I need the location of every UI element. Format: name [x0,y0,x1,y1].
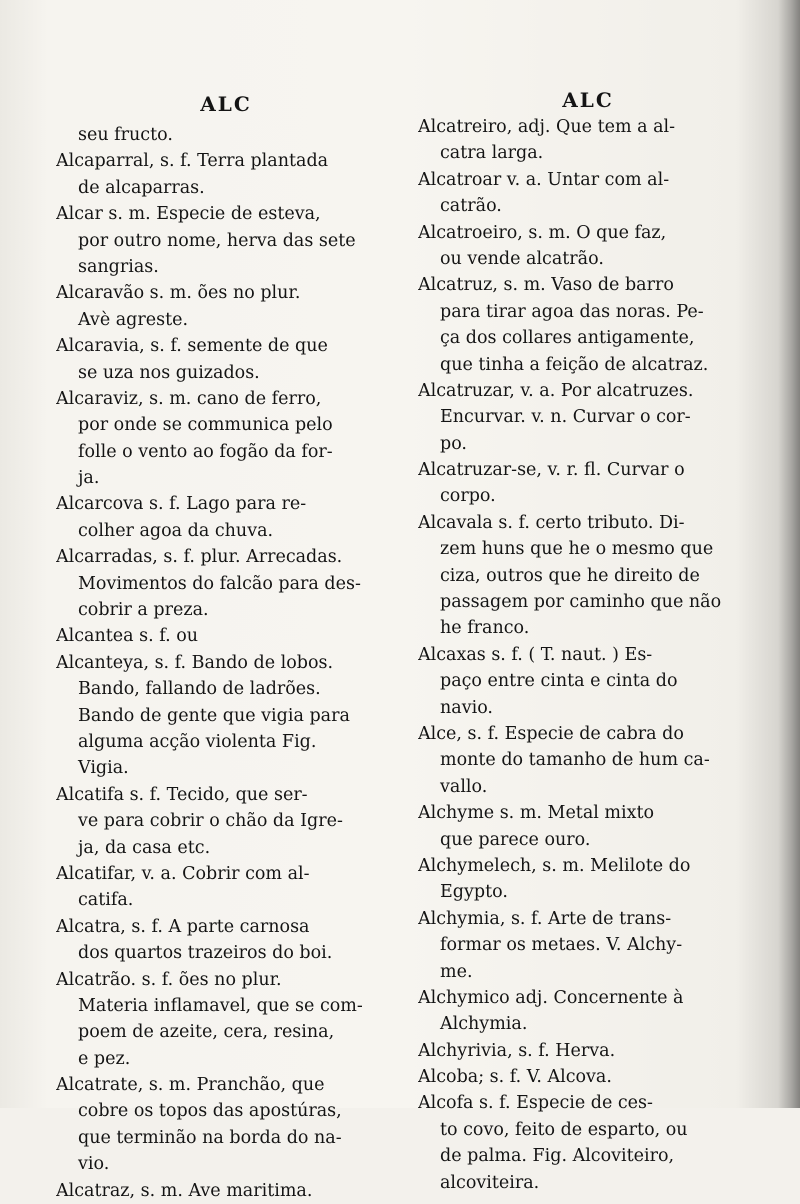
entry-line: Alchyme s. m. Metal mixto [418,803,655,824]
entry-line: Alcoba; s. f. V. Alcova. [418,1067,612,1088]
entry-line: Alcar s. m. Especie de esteva, [56,204,321,225]
entry-line: que parece ouro. [440,829,591,850]
entry-line: ve para cobrir o chão da Igre- [78,811,343,832]
running-head-right: ALC [562,88,614,112]
entry-line: Alchymelech, s. m. Melilote do [418,855,691,876]
entry-line: de palma. Fig. Alcoviteiro, [440,1146,675,1167]
entry-line: Alcatroeiro, s. m. O que faz, [418,222,667,243]
entry-line: seu fructo. [78,125,173,145]
entry-line: poem de azeite, cera, resina, [78,1022,335,1043]
entry-line: vio. [78,1154,110,1175]
entry-line: to covo, feito de esparto, ou [440,1119,688,1140]
entry-line: que terminão na borda do na- [78,1127,342,1148]
entry-line: Alcatifar, v. a. Cobrir com al- [56,863,310,884]
entry-line: por outro nome, herva das sete [78,230,356,251]
entry-line: Alce, s. f. Especie de cabra do [418,723,684,744]
entry-line: Alcarcova s. f. Lago para re- [56,494,307,515]
entry-line: Alchymico adj. Concernente à [418,987,684,1008]
entry-line: alguma acção violenta Fig. [78,731,317,752]
entry-line: paço entre cinta e cinta do [440,671,678,692]
entry-line: ciza, outros que he direito de [440,565,700,586]
entry-line: e pez. [78,1048,131,1069]
entry-line: folle o vento ao fogão da for- [78,441,333,462]
entry-line: de alcaparras. [78,177,205,198]
entry-line: Alcatreiro, adj. Que tem a al- [418,117,676,137]
entry-line: colher agoa da chuva. [78,520,274,541]
entry-line: para tirar agoa das noras. Pe- [440,301,704,322]
entry-line: zem huns que he o mesmo que [440,539,714,560]
entry-line: sangrias. [78,256,159,277]
left-entries [56,122,396,1204]
entry-line: catrão. [440,196,502,217]
entry-line: Alcatruz, s. m. Vaso de barro [418,275,674,296]
entry-line: Bando de gente que vigia para [78,705,350,726]
entry-line: Alcatraz, s. m. Ave maritima. [56,1180,313,1201]
entry-line: ça dos collares antigamente, [440,328,695,349]
entry-line: corpo. [440,486,496,507]
entry-line: Alcaparral, s. f. Terra plantada [56,151,329,172]
entry-line: Materia inflamavel, que se com- [78,995,363,1016]
entry-line: alcoviteira. [440,1172,540,1193]
entry-line: Encurvar. v. n. Curvar o cor- [440,407,691,428]
entry-line: ou vende alcatrão. [440,248,604,269]
entry-line: Bando, fallando de ladrões. [78,679,321,700]
entry-line: Alcatrate, s. m. Pranchão, que [56,1075,325,1096]
entry-line: Alcaravão s. m. ões no plur. [56,283,301,304]
entry-line: passagem por caminho que não [440,592,722,613]
entry-line: he franco. [440,618,530,639]
entry-line: catifa. [78,890,134,911]
running-head-left: ALC [200,92,252,116]
right-entries [418,114,758,1196]
entry-line: Alcavala s. f. certo tributo. Di- [418,512,685,533]
entry-line: Alcaxas s. f. ( T. naut. ) Es- [418,644,653,665]
entry-line: cobrir a preza. [78,600,209,621]
entry-line: Alchyrivia, s. f. Herva. [418,1040,616,1061]
entry-line: Movimentos do falcão para des- [78,573,361,594]
entry-line: ja. [78,468,100,489]
entry-line: Alcatroar v. a. Untar com al- [418,169,670,190]
entry-line: navio. [440,697,493,718]
entry-line: Alcaravia, s. f. semente de que [56,336,328,357]
entry-line: por onde se communica pelo [78,415,333,436]
entry-line: Vigia. [78,758,129,779]
entry-line: Alcatrão. s. f. ões no plur. [56,969,282,990]
entry-line: Alcatruzar, v. a. Por alcatruzes. [418,380,694,401]
entry-line: cobre os topos das apostúras, [78,1101,342,1122]
entry-line: Alchymia. [440,1014,528,1035]
entry-line: Alcatra, s. f. A parte carnosa [56,916,310,937]
entry-line: Alcaraviz, s. m. cano de ferro, [56,388,322,409]
entry-line: catra larga. [440,143,544,164]
entry-line: Alcanteya, s. f. Bando de lobos. [56,652,334,673]
entry-line: ja, da casa etc. [78,837,211,858]
entry-line: Alcatifa s. f. Tecido, que ser- [56,784,308,805]
entry-line: monte do tamanho de hum ca- [440,750,710,771]
entry-line: Alcarradas, s. f. plur. Arrecadas. [56,547,343,568]
entry-line: Egypto. [440,882,508,903]
entry-line: formar os metaes. V. Alchy- [440,935,683,956]
entry-line: vallo. [440,776,488,797]
entry-line: Avè agreste. [78,309,189,330]
entry-line: que tinha a feição de alcatraz. [440,354,709,375]
entry-line: po. [440,433,467,454]
entry-line: Alcantea s. f. ou [56,626,199,647]
page-edge-shadow [778,0,800,1108]
entry-line: se uza nos guizados. [78,362,260,383]
entry-line: dos quartos trazeiros do boi. [78,943,333,964]
entry-line: me. [440,961,473,982]
entry-line: Alchymia, s. f. Arte de trans- [418,908,672,929]
entry-line: Alcofa s. f. Especie de ces- [418,1093,653,1114]
entry-line: Alcatruzar-se, v. r. fl. Curvar o [418,460,685,481]
